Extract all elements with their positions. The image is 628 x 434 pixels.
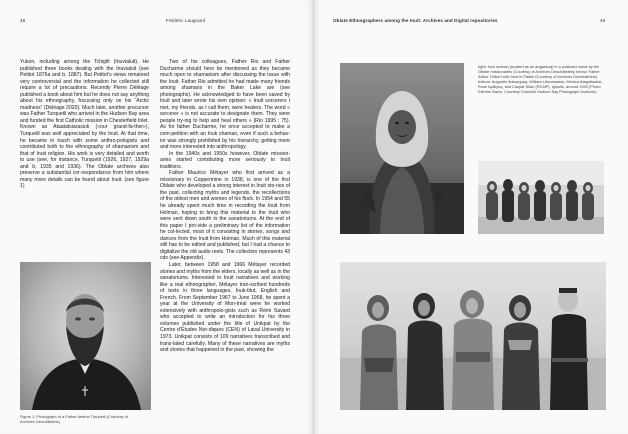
figure-1-caption: Figure 1. Photograph of a Father Arsène Turquetil (Courtesy of Archives Deschâtelets) xyxy=(20,414,128,425)
paragraph: Later, between 1958 and 1966 Métayer recorded stories and myths from the elders, locally as well as in the sanatoriums. Interested in Inuit narratives and working like a real ethnographer, Métayer tran-scribed hundreds of texts in three languages, Inuk-titut, English and French. From September 1967 to June 1968, he spent a year at the University of Mon-tréal were he worked extensively with anthropolo-gists such as Rémi Savard who accepted to write an introduction for his three volumes published under the title of Unikpat by the Centre d’Études Nor-diques (CEN) of Laval University in 1973. Unikpat consists of 109 narratives transcribed and trans-lated carefully. Many of these narratives are myths and stories that happened in the past, showing the xyxy=(160,261,290,354)
figure-1-photo-turquetil xyxy=(20,262,151,410)
right-page-caption: right: Inuk woman (located as an angakkuq) in a postcard made by the Oblate missionaries (Courtesy of Archives Deschâtelets) below: Father Arthur Thibert with Inuit in Padlei (Courtesy of Archives Deschâtelets) bottom: Augustin Ituksarjuaq, William Ukkumaaluk, Monica Ataguttaaluk, Rose Iqalliyuq, and Caspar Kilan (RCMP), Igloolik, around 1930 (Photo: Etienne Bazin, Courtesy Churchill Hudson Bay Photograph Archives) xyxy=(478,64,603,95)
paragraph: Yukon, including among the Tchiglit (Inuvialuit). He published three books dealing with the Inuvialuit (see Petitot 1876a and b, 1887). But Petitot’s views remained very controversial and the information he collected still require a lot of precautions. Recently Pierre Déléage published a book about him but he does not say anything about his ethnography, focussing only on his “Arctic madness” (Déléage 2020). Much later, another precursor was Father Turquetil who arrived in the Hudson Bay area and funded the first Catholic mission in Chesterfield Inlet. Known as Ataatatsiarasiuk («our grand-fa-ther»), Turquetil was well appreciated by the Inuit. At that time, he became in touch with some anthro-pologists and contributed both to the ethnography of shamanism and that of Inuit religion. His work is very detailed and worth to use (see, for instance, Turquetil (1926, 1927, 1929a and b, 1935 and 1936). The Oblate archives also preserve a substantial cor-respondance from him where many more details can be found about Inuit. (see figure 1) xyxy=(20,59,149,190)
photo-inuk-woman xyxy=(340,63,464,234)
photo-igloolik-group xyxy=(340,262,606,410)
left-running-head: Frédéric Laugrand xyxy=(166,18,206,23)
right-running-head: Oblate Ethnographers among the Inuit: Archives and Digital repositories xyxy=(333,18,498,23)
left-column-2 xyxy=(160,59,290,354)
paragraph: In the 1940s and 1950s however, Oblate mission-aries started contributing more seriously to Inuit traditions. xyxy=(160,150,290,170)
photo-father-thibert-with-inuit xyxy=(478,161,604,234)
left-page-number: 48 xyxy=(20,18,26,23)
paragraph: Two of his colleagues, Father Rio and Father Ducharme should here be mentioned as they became much open to shamanism after discussing the issue with the Inuit. Father Rio admitted he had made many friends among shamans in the Baker Lake are (see photographs). He acknowledged to have been saved by Inuit and later wrote his own opinion: « Inuit sorcerers I met, my friends, as I call them, were healers. The word « sorcerer » is not accurate to designate them. They were people try-ing to help and heal others » (Rio 1995 : 75). As for father Ducharme, he once accepted to make a com-petition with an Inuk shaman, even if such a behav-ior was strongly prohibited by his hierarchy, getting more and more interested into anthropology. xyxy=(160,59,290,151)
right-page xyxy=(314,0,628,434)
left-column-1 xyxy=(20,59,149,190)
paragraph: Father Maurice Métayer who first arrived as a missionary in Coppermine in 1938, is one of the first Oblate who developed a strong interest in Inuit sto-ries of the past, collecting myths and legends, the recollections of the oldest men and women of his flock. In 1954 and 55 he already spent much time in recording the Inuit from Holman, hoping to bring this material to the Inuit who were sent down south in the sanatoriums. At the end of this paper I pro-vide a preliminary list of the information he col-lected, most of it consisting in stories, songs and dances from the Inuit from Holman. Much of this material still has to be edited and published, but I had a chance to digitalize the old audio reels. The collection represents 43 cds (see Appendix). xyxy=(160,170,290,262)
right-page-number: 49 xyxy=(600,18,606,23)
